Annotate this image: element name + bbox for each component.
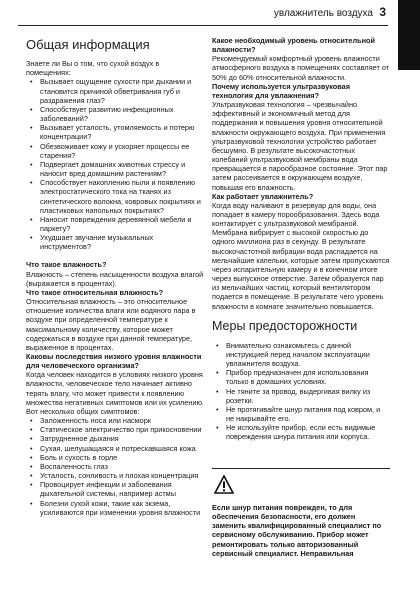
list-item: • Усталость, сонливость и плохая концентрация xyxy=(26,471,204,480)
question-how-it-works: Как работает увлажнитель? xyxy=(212,191,314,201)
right-column xyxy=(212,36,390,442)
list-item: • Подвергает домашних животных стрессу и наносит вред домашним растениям? xyxy=(26,160,204,178)
answer-humidity: Влажность – степень насыщенности воздуха влагой (выражается в процентах). xyxy=(26,269,204,288)
answer-how-it-works: Когда воду наливают в резервуар для воды, она попадает в камеру порообразования. Здесь вода контактирует с ультразвуковой мембраной. Мембрана вибрирует с высокой скоростью до одного миллиона раз в секунду. В результате высокочастотной вибрации вода распадается на мельчайшие капельки, которые затем пропускаются через испарительную камеру и в конечном итоге через выпускное отверстие. Затем образуется пар из мельчайших частиц, который вентилятором подается в помещение. В результате чего уровень влажности в комнате значительно повышается. xyxy=(212,200,390,311)
list-item: • Ухудшает звучание музыкальных инструментов? xyxy=(26,233,204,251)
list-item: • Вызывает усталость, утомляемость и потерю концентрации? xyxy=(26,123,204,141)
section-title-precautions: Меры предосторожности xyxy=(212,318,358,333)
warning-box xyxy=(212,468,390,558)
left-column xyxy=(26,36,204,517)
answer-relative-humidity: Относительная влажность – это относительное отношение количества влаги или водяного пара в воздухе при определенной температуре к максимальному количеству, которое может содержаться в воздухе при данной температуре, выраженное в процентах. xyxy=(26,297,196,352)
list-item: • Способствует накоплению пыли и появлению электростатического тока на тканях из синтетического волокна, ковровых покрытиях и пластиковых напольных покрытиях? xyxy=(26,178,204,215)
list-item: • Не используйте прибор, если есть видимые повреждения шнура питания или корпуса. xyxy=(212,423,390,441)
list-item: • Статическое электричество при прикосновении xyxy=(26,425,204,434)
list-item: • Затрудненное дыхания xyxy=(26,434,204,443)
question-humidity: Что такое влажность? xyxy=(26,260,107,270)
warning-text: Если шнур питания поврежден, то для обеспечения безопасности, его должен заменить квалифицированный специалист по сервисному обслуживанию. Прибор может ремонтировать только авторизованный сервисный специалист. Неправильная xyxy=(212,503,382,558)
precautions-list xyxy=(212,341,390,442)
header-title: увлажнитель воздуха xyxy=(273,8,373,19)
symptoms-list xyxy=(26,416,204,517)
list-item: • Заложенность носа или насморк xyxy=(26,416,204,425)
list-item: • Обезвоживает кожу и ускоряет процессы ее старения? xyxy=(26,142,204,160)
page-number: 3 xyxy=(379,5,386,19)
answer-required-humidity: Рекомендуемый комфортный уровень влажности атмосферного воздуха в помещениях составляет от 50% до 60% относительной влажности. xyxy=(212,54,390,82)
dry-air-effects-list xyxy=(26,77,204,251)
list-item: • Прибор предназначен для использования только в домашних условиях. xyxy=(212,368,390,386)
page-edge-tab xyxy=(398,0,420,70)
list-item: • Внимательно ознакомьтесь с данной инструкцией перед началом эксплуатации увлажнителя воздуха. xyxy=(212,341,390,368)
list-item: • Не протягивайте шнур питания под ковром, и не накрывайте его. xyxy=(212,405,390,423)
question-relative-humidity: Что такое относительная влажность? xyxy=(26,287,164,297)
question-ultrasonic: Почему используется ультразвуковая технология для увлажнения? xyxy=(212,81,350,100)
answer-low-humidity-effects: Когда человек находится в условиях низкого уровня влажности, человеческое тело начинает активно терять влагу, что может привести к появлению множества негативных симптомов или их усилению. xyxy=(26,370,204,407)
list-item: • Вызывает ощущение сухости при дыхании и становится причиной обветривания губ и раздражения глаз? xyxy=(26,77,204,104)
list-item: • Наносит повреждения деревянной мебели и паркету? xyxy=(26,215,204,233)
header-divider xyxy=(18,25,388,26)
warning-triangle-icon xyxy=(214,475,234,495)
list-item: • Способствует развитию инфекционных заболеваний? xyxy=(26,105,204,123)
list-item: • Боль и сухость в горле xyxy=(26,453,204,462)
section-title-general-info: Общая информация xyxy=(26,37,150,52)
answer-ultrasonic: Ультразвуковая технология – чрезвычайно эффективный и экономичный метод для поддержания и повышения уровня относительной влажности окружающего воздуха. При применения ультразвуковой технологии устройство работает бесшумно. В результате высокочастотных колебаний ультразвуковой мембраны вода превращается в парообразное состояние. Этот пар затем рассеивается в окружающем воздухе, повышая его влажность. xyxy=(212,100,388,192)
question-low-humidity-effects: Каковы последствия низкого уровня влажности для человеческого организма? xyxy=(26,352,202,371)
list-item: • Не тяните за провод, выдергивая вилку из розетки. xyxy=(212,387,390,405)
list-item: • Воспаленность глаз xyxy=(26,462,204,471)
intro-text: Знаете ли Вы о том, что сухой воздух в помещениях: xyxy=(26,59,160,78)
list-item: • Болезни сухой кожи, такие как экзема, усиливаются при изменении уровня влажности xyxy=(26,499,204,517)
question-required-humidity: Какое необходимый уровень относительной влажности? xyxy=(212,36,375,55)
list-item: • Провоцирует инфекции и заболевания дыхательной системы, например астмы xyxy=(26,480,204,498)
list-item: • Сухая, шелушащаяся и потрескавшаяся кожа xyxy=(26,444,204,453)
symptoms-intro: Вот несколько общих симптомов: xyxy=(26,406,140,416)
